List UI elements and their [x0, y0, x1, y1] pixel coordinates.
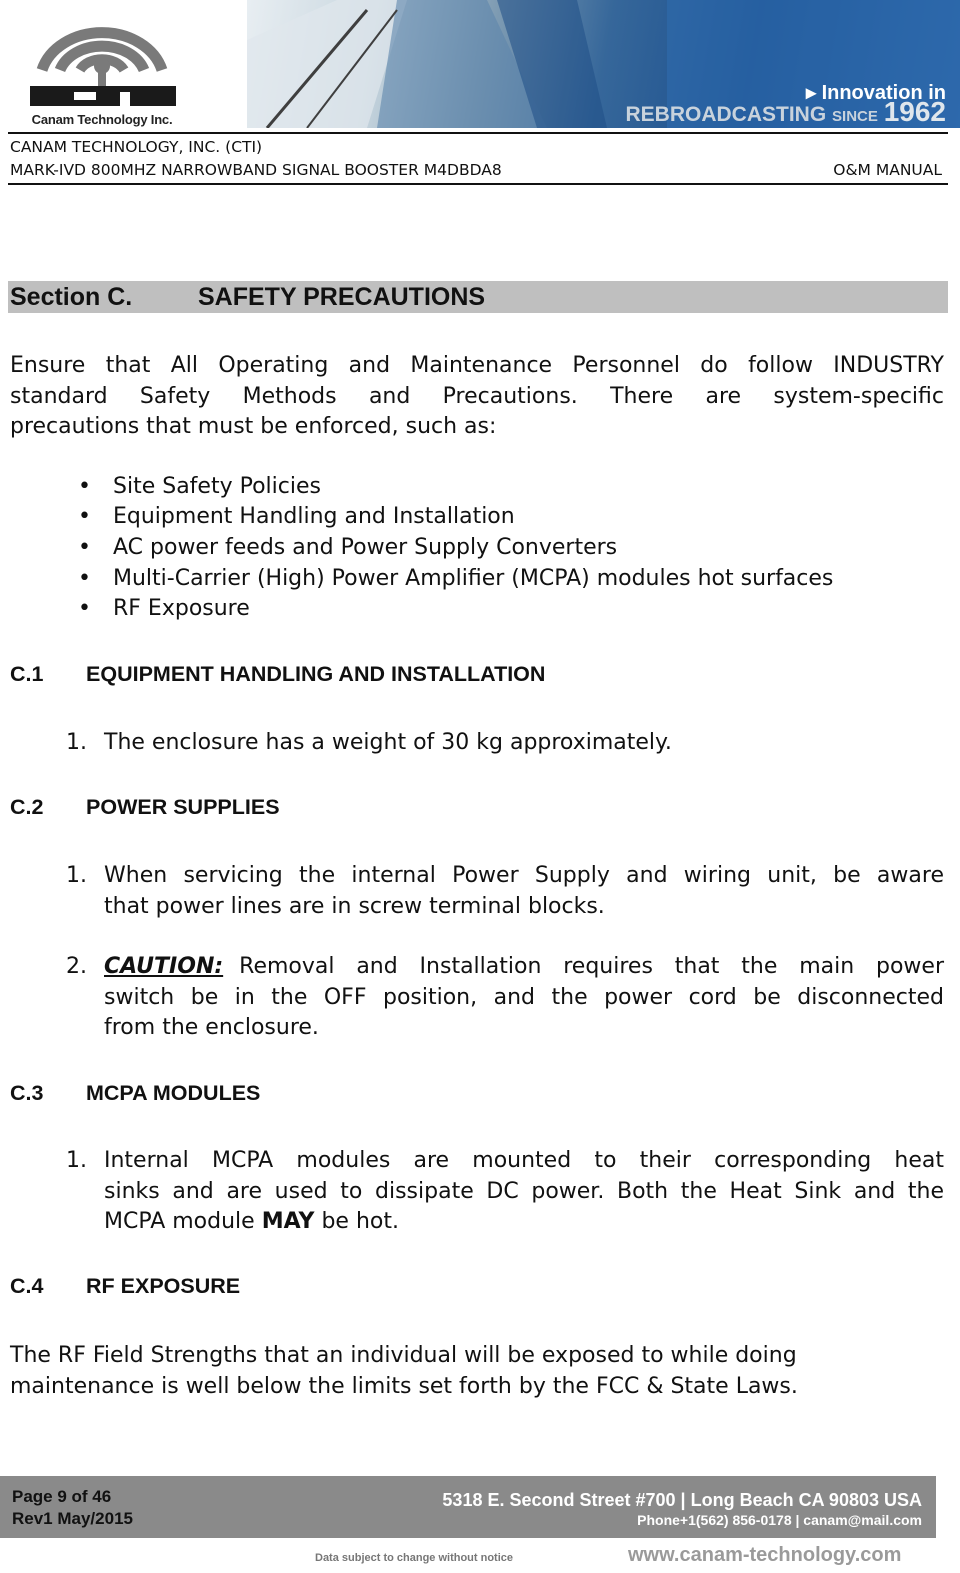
section-title: SAFETY PRECAUTIONS: [198, 283, 486, 311]
doc-type: O&M MANUAL: [833, 161, 942, 179]
intro-line: precautions that must be enforced, such as:: [10, 414, 497, 439]
section-intro: [10, 351, 944, 443]
disclaimer-note: Data subject to change without notice: [315, 1552, 514, 1564]
list-text: The enclosure has a weight of 30 kg approximately.: [104, 730, 672, 755]
bullet-text: RF Exposure: [113, 596, 250, 621]
bullet-text: Site Safety Policies: [113, 474, 321, 499]
subsection-heading-c1: [10, 662, 545, 687]
list-item: [66, 728, 944, 759]
brand-name: Canam Technology Inc.: [31, 112, 173, 127]
list-item: [66, 861, 944, 922]
bullet-icon: •: [78, 504, 91, 529]
section-label: Section C.: [10, 283, 133, 311]
company-name: CANAM TECHNOLOGY, INC. (CTI): [10, 138, 263, 156]
revision: Rev1 May/2015: [12, 1509, 133, 1528]
rf-exposure-paragraph: [10, 1341, 944, 1402]
bullet-item: [78, 535, 617, 560]
bullet-item: [78, 474, 321, 499]
list-text: switch be in the OFF position, and the power cord be disconnected: [104, 984, 944, 1010]
bullet-icon: •: [78, 566, 91, 591]
caution-label: CAUTION:: [104, 954, 224, 979]
list-text: When servicing the internal Power Supply and wiring unit, be aware: [104, 863, 944, 888]
emphasis-may: MAY: [261, 1209, 315, 1234]
list-text: that power lines are in screw terminal blocks.: [104, 893, 605, 919]
bullet-icon: •: [78, 535, 91, 560]
section-title-bar: [8, 281, 948, 313]
list-number: 2.: [66, 954, 87, 979]
list-text: be hot.: [321, 1209, 399, 1234]
list-number: 1.: [66, 863, 87, 888]
product-name: MARK-IVD 800MHZ NARROWBAND SIGNAL BOOSTER M4DBDA8: [10, 161, 502, 179]
bullet-text: AC power feeds and Power Supply Converters: [113, 535, 618, 560]
bullet-item: [78, 504, 515, 529]
banner-since: SINCE: [832, 108, 878, 125]
subsection-number: C.2: [10, 795, 44, 819]
banner-tagline-2: [626, 96, 947, 128]
company-address: 5318 E. Second Street #700 | Long Beach CA 90803 USA: [442, 1490, 922, 1510]
subsection-number: C.4: [10, 1274, 44, 1298]
list-number: 1.: [66, 1148, 87, 1173]
intro-line: Ensure that All Operating and Maintenance Personnel do follow INDUSTRY: [10, 353, 944, 378]
subsection-number: C.3: [10, 1081, 44, 1105]
company-contact: Phone+1(562) 856-0178 | canam@mail.com: [637, 1512, 922, 1528]
bullet-text: Multi-Carrier (High) Power Amplifier (MCPA) modules hot surfaces: [113, 566, 834, 591]
list-item: [66, 952, 944, 1044]
banner-rebroadcasting: REBROADCASTING: [625, 103, 827, 126]
subsection-title: EQUIPMENT HANDLING AND INSTALLATION: [86, 662, 546, 686]
list-text: Internal MCPA modules are mounted to their corresponding heat: [104, 1148, 944, 1173]
subsection-heading-c3: [10, 1081, 260, 1106]
bullet-item: [78, 566, 833, 591]
intro-line: standard Safety Methods and Precautions. There are system-specific: [10, 383, 944, 409]
header-rule-bottom: [8, 183, 948, 185]
list-text: from the enclosure.: [104, 1015, 319, 1040]
website-link[interactable]: www.canam-technology.com: [628, 1544, 902, 1566]
bullet-item: [78, 596, 250, 621]
paragraph-line: The RF Field Strengths that an individual will be exposed to while doing: [10, 1343, 797, 1368]
bullet-icon: •: [78, 596, 91, 621]
header-rule-top: [8, 132, 948, 134]
subsection-title: MCPA MODULES: [86, 1081, 261, 1105]
list-text: MCPA module: [104, 1209, 255, 1234]
page-number: Page 9 of 46: [12, 1487, 112, 1506]
list-text: Removal and Installation requires that the main power: [239, 954, 944, 979]
cti-logo-mark-icon: [22, 8, 182, 112]
bullet-text: Equipment Handling and Installation: [113, 504, 515, 529]
list-text: sinks and are used to dissipate DC power. Both the Heat Sink and the: [104, 1178, 944, 1204]
subsection-title: RF EXPOSURE: [86, 1274, 241, 1298]
cti-logo: [22, 8, 182, 130]
subsection-title: POWER SUPPLIES: [86, 795, 280, 819]
subsection-number: C.1: [10, 662, 44, 686]
header-banner: [247, 0, 960, 128]
banner-tagline-1: ▸ Innovation in: [805, 82, 946, 104]
list-number: 1.: [66, 730, 87, 755]
paragraph-line: maintenance is well below the limits set forth by the FCC & State Laws.: [10, 1373, 798, 1399]
banner-year: 1962: [883, 96, 946, 127]
subsection-heading-c4: [10, 1274, 240, 1299]
footer-bar: [0, 1476, 936, 1538]
list-item: [66, 1146, 944, 1238]
subsection-heading-c2: [10, 795, 280, 820]
bullet-icon: •: [78, 474, 91, 499]
